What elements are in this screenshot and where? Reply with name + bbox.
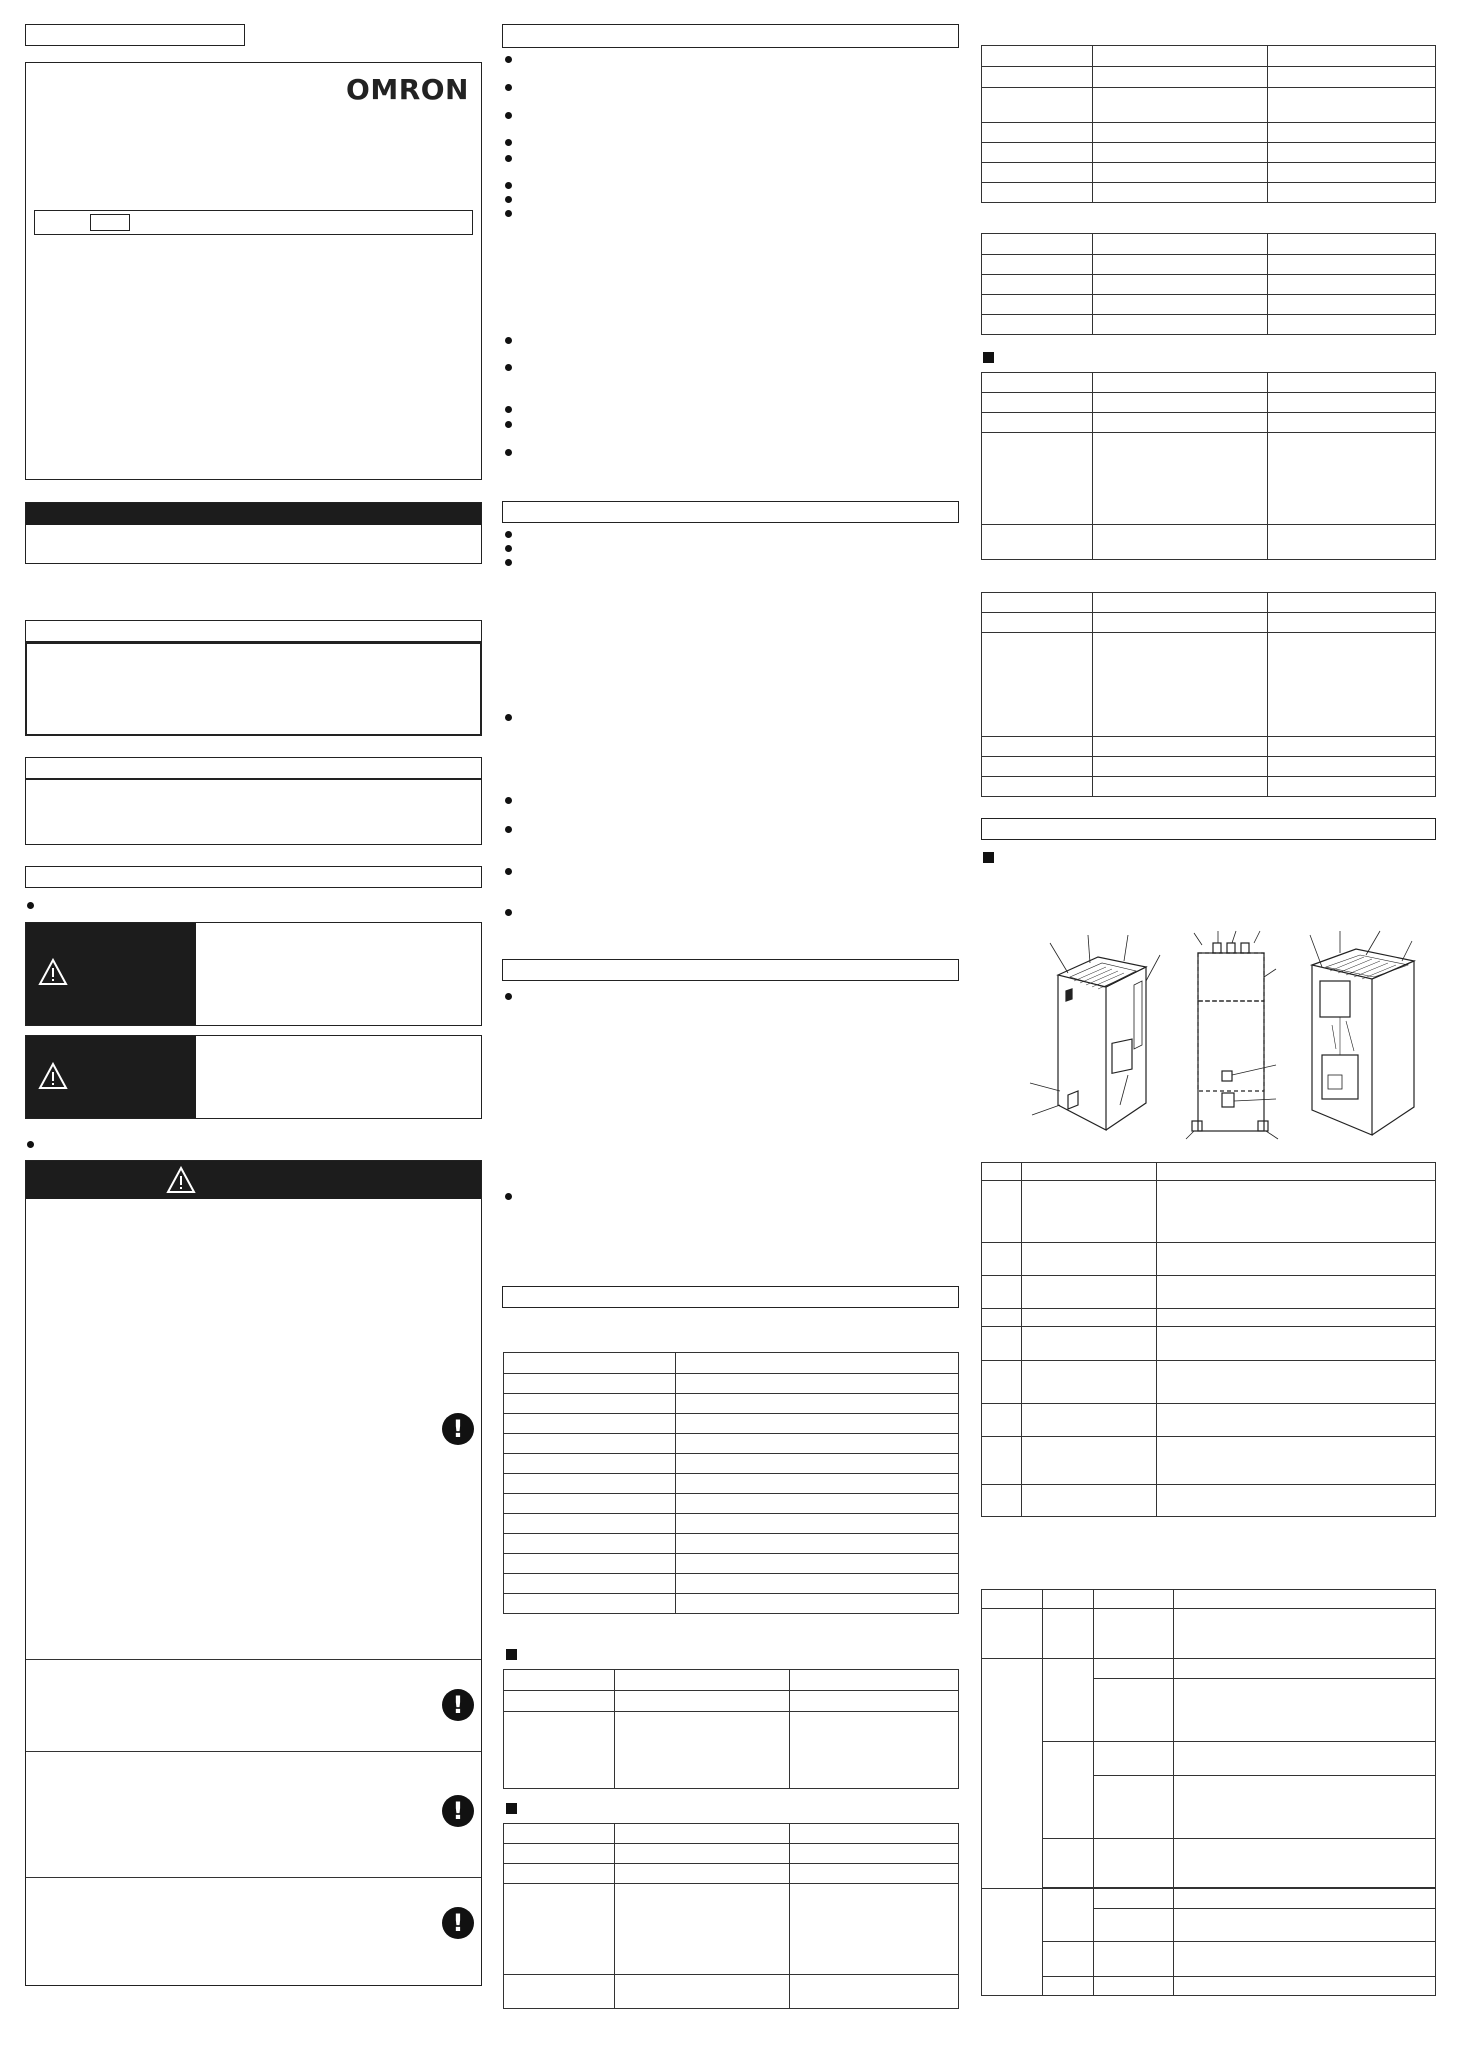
divider: [26, 1751, 481, 1752]
caution-definition-panel: [25, 1035, 482, 1119]
bullet-icon: [505, 139, 512, 146]
section-header: [981, 818, 1436, 840]
intro-panel: [25, 502, 482, 564]
bullet-icon: [505, 1193, 512, 1200]
bullet-icon: [505, 545, 512, 552]
section-header: [502, 1286, 959, 1308]
warning-triangle-icon: [38, 1062, 68, 1090]
bullet-icon: [505, 531, 512, 538]
warning-triangle-icon: [166, 1166, 196, 1194]
unit-illustration: [1010, 925, 1430, 1140]
bullet-icon: [505, 56, 512, 63]
bullet-icon: [505, 210, 512, 217]
spec-subtable: [503, 1669, 959, 1789]
unit-front-view: [1058, 957, 1146, 1130]
bullet-icon: [505, 337, 512, 344]
bullet-icon: [505, 868, 512, 875]
section-header: [502, 24, 959, 48]
bullet-icon: [505, 182, 512, 189]
cover-panel: [25, 62, 482, 480]
bullet-icon: [505, 449, 512, 456]
section-header: [502, 501, 959, 523]
doc-number-box: [25, 24, 245, 46]
section-square-icon: [983, 352, 994, 363]
bullet-icon: [27, 902, 34, 909]
warning-section-header: [26, 1161, 481, 1199]
mandatory-action-icon: !: [442, 1907, 474, 1939]
indicator-table: [981, 1589, 1436, 1996]
warning-section: [25, 1160, 482, 1986]
unit-rear-view: [1312, 949, 1414, 1135]
notice-panel: [25, 642, 482, 736]
section-square-icon: [506, 1803, 517, 1814]
warning-definition-panel: [25, 922, 482, 1026]
bullet-icon: [505, 797, 512, 804]
bullet-icon: [505, 993, 512, 1000]
bullet-icon: [505, 826, 512, 833]
section-square-icon: [983, 852, 994, 863]
section-square-icon: [506, 1649, 517, 1660]
bullet-icon: [505, 909, 512, 916]
intro-header-bar: [26, 503, 481, 525]
warning-triangle-icon: [38, 958, 68, 986]
section-header: [502, 959, 959, 981]
divider: [26, 1659, 481, 1660]
spec-subtable: [503, 1823, 959, 2009]
spec-subtable: [981, 45, 1436, 203]
bullet-icon: [505, 112, 512, 119]
unit-side-view: [1192, 943, 1268, 1131]
bullet-icon: [505, 421, 512, 428]
notice-panel: [25, 779, 482, 845]
warning-label-block: [26, 923, 196, 1025]
spec-subtable: [981, 592, 1436, 797]
bullet-icon: [505, 84, 512, 91]
mandatory-action-icon: !: [442, 1413, 474, 1445]
bullet-icon: [505, 196, 512, 203]
model-field: [34, 210, 473, 235]
parts-table: [981, 1162, 1436, 1517]
specifications-table: [503, 1352, 959, 1614]
section-header: [25, 620, 482, 642]
section-header: [25, 757, 482, 779]
divider: [26, 1877, 481, 1878]
mandatory-action-icon: !: [442, 1689, 474, 1721]
section-header: [25, 866, 482, 888]
model-code-box: [90, 214, 130, 231]
caution-label-block: [26, 1036, 196, 1118]
callout-lines: [1030, 935, 1160, 1115]
spec-subtable: [981, 233, 1436, 335]
bullet-icon: [27, 1141, 34, 1148]
omron-logo: OMRON: [346, 73, 469, 106]
bullet-icon: [505, 364, 512, 371]
bullet-icon: [505, 714, 512, 721]
bullet-icon: [505, 559, 512, 566]
spec-subtable: [981, 372, 1436, 560]
mandatory-action-icon: !: [442, 1795, 474, 1827]
bullet-icon: [505, 155, 512, 162]
bullet-icon: [505, 406, 512, 413]
